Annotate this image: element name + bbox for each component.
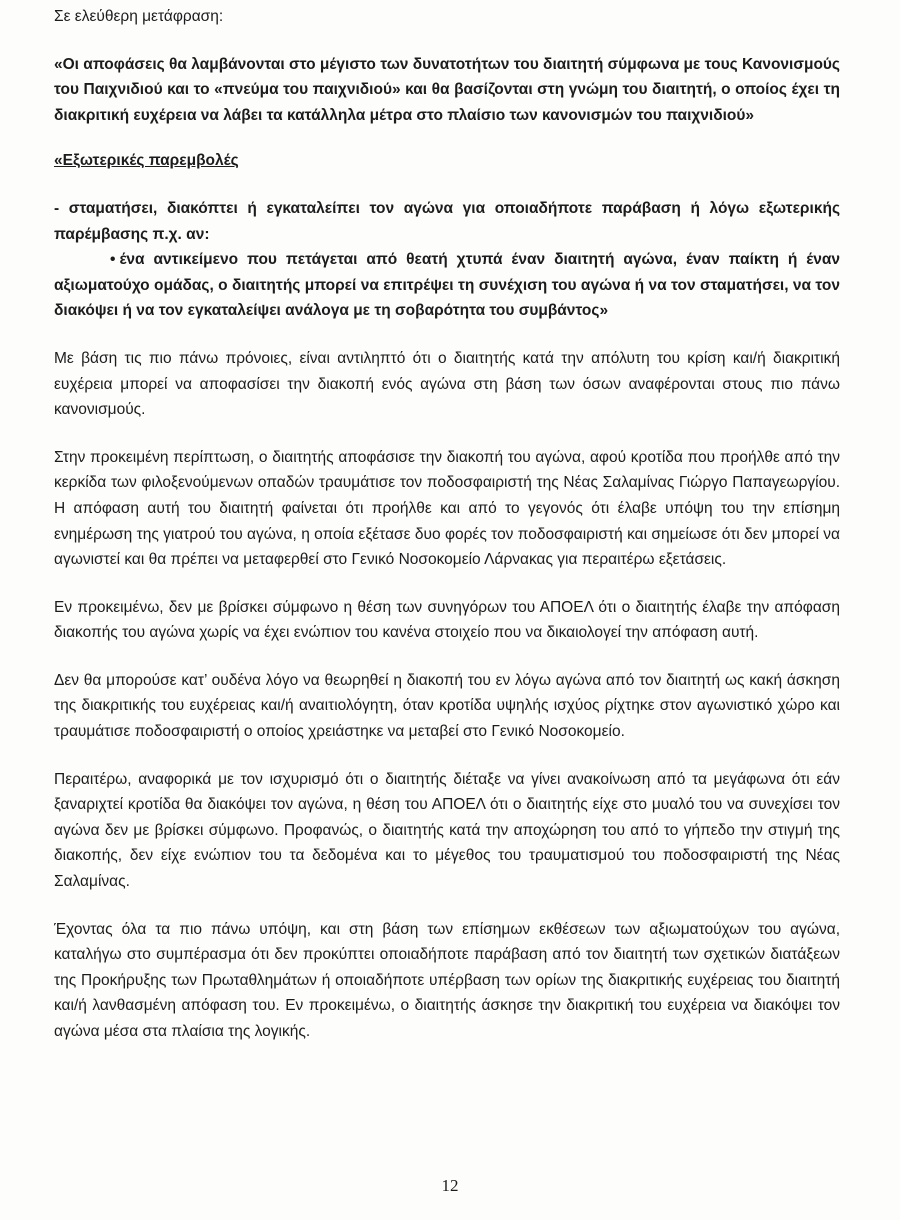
- paragraph-4: Δεν θα μπορούσε κατ’ ουδένα λόγο να θεωρηθεί η διακοπή του εν λόγω αγώνα από τον διαιτητή ως κακή άσκηση της διακριτικής του ευχέρειας και/ή αναιτιολόγητη, όταν κροτίδα υψηλής ισχύος ρίχτηκε στον αγωνιστικό χώρο και τραυμάτισε ποδοσφαιριστή ο οποίος χρειάστηκε να μεταβεί στο Γενικό Νοσοκομείο.: [54, 671, 840, 741]
- paragraph-2: Στην προκειμένη περίπτωση, ο διαιτητής αποφάσισε την διακοπή του αγώνα, αφού κροτίδα που προήλθε από την κερκίδα των φιλοξενούμενων οπαδών τραυμάτισε τον ποδοσφαιριστή της Νέας Σαλαμίνας Γιώργο Παπαγεωργίου. Η απόφαση αυτή του διαιτητή φαίνεται ότι προήλθε και από το γεγονός ότι έλαβε υπόψη του την επίσημη ενημέρωση της γιατρού του αγώνα, η οποία εξέτασε δυο φορές τον ποδοσφαιριστή και σημείωσε ότι δεν μπορεί να αγωνιστεί και θα πρέπει να μεταφερθεί στο Γενικό Νοσοκομείο Λάρνακας για περαιτέρω εξετάσεις.: [54, 448, 840, 569]
- intro-line: Σε ελεύθερη μετάφραση:: [54, 8, 224, 25]
- section-heading-external-interference: «Εξωτερικές παρεμβολές: [54, 152, 239, 170]
- paragraph-3: Εν προκειμένω, δεν με βρίσκει σύμφωνο η θέση των συνηγόρων του ΑΠΟΕΛ ότι ο διαιτητής έλαβε την απόφαση διακοπής του αγώνα χωρίς να έχει ενώπιον του κανένα στοιχείο που να δικαιολογεί την απόφαση αυτή.: [54, 598, 840, 642]
- paragraph-6: Έχοντας όλα τα πιο πάνω υπόψη, και στη βάση των επίσημων εκθέσεων των αξιωματούχων του αγώνα, καταλήγω στο συμπέρασμα ότι δεν προκύπτει οποιαδήποτε παράβαση από τον διαιτητή των σχετικών διατάξεων της Προκήρυξης των Πρωταθλημάτων ή οποιαδήποτε υπέρβαση των ορίων της διακριτικής ευχέρειας του διαιτητή και/ή λανθασμένη απόφαση του. Εν προκειμένω, ο διαιτητής άσκησε την διακριτική του ευχέρεια να διακόψει τον αγώνα μέσα στα πλαίσια της λογικής.: [54, 920, 840, 1040]
- document-body: [54, 4, 840, 1045]
- paragraph-5: Περαιτέρω, αναφορικά με τον ισχυρισμό ότι ο διαιτητής διέταξε να γίνει ανακοίνωση από τα μεγάφωνα ότι εάν ξαναριχτεί κροτίδα θα διακόψει τον αγώνα, η θέση του ΑΠΟΕΛ ότι ο διαιτητής είχε στο μυαλό του να συνεχίσει τον αγώνα δεν με βρίσκει σύμφωνο. Προφανώς, ο διαιτητής κατά την αποχώρηση του από το γήπεδο την στιγμή της διακοπής, δεν είχε ενώπιον του τα δεδομένα και το μέγεθος του τραυματισμού του ποδοσφαιριστή της Νέας Σαλαμίνας.: [54, 770, 840, 891]
- bullet-text: ένα αντικείμενο που πετάγεται από θεατή χτυπά έναν διαιτητή αγώνα, έναν παίκτη ή έναν αξιωματούχο ομάδας, ο διαιτητής μπορεί να επιτρέψει τη συνέχιση του αγώνα ή να τον σταματήσει, να τον διακόψει ή να τον εγκαταλείψει ανάλογα με τη σοβαρότητα του συμβάντος»: [54, 251, 840, 320]
- bullet-icon: •: [110, 251, 116, 269]
- page-number: 12: [441, 1176, 459, 1195]
- quoted-rule-stop-match: - σταματήσει, διακόπτει ή εγκαταλείπει τον αγώνα για οποιαδήποτε παράβαση ή λόγω εξωτερικής παρέμβασης π.χ. αν:: [54, 199, 840, 243]
- quoted-rule-decisions: «Οι αποφάσεις θα λαμβάνονται στο μέγιστο των δυνατοτήτων του διαιτητή σύμφωνα με τους Κανονισμούς του Παιχνιδιού και το «πνεύμα του παιχνιδιού» και θα βασίζονται στη γνώμη του διαιτητή, ο οποίος έχει τη διακριτική ευχέρεια να λάβει τα κατάλληλα μέτρα στο πλαίσιο των κανονισμών του παιχνιδιού»: [54, 55, 840, 124]
- paragraph-1: Με βάση τις πιο πάνω πρόνοιες, είναι αντιληπτό ότι ο διαιτητής κατά την απόλυτη του κρίση και/ή διακριτική ευχέρεια μπορεί να αποφασίσει την διακοπή ενός αγώνα στη βάση των όσων αναφέρονται στους πιο πάνω κανονισμούς.: [54, 349, 840, 419]
- bullet-item-thrown-object: [54, 247, 840, 324]
